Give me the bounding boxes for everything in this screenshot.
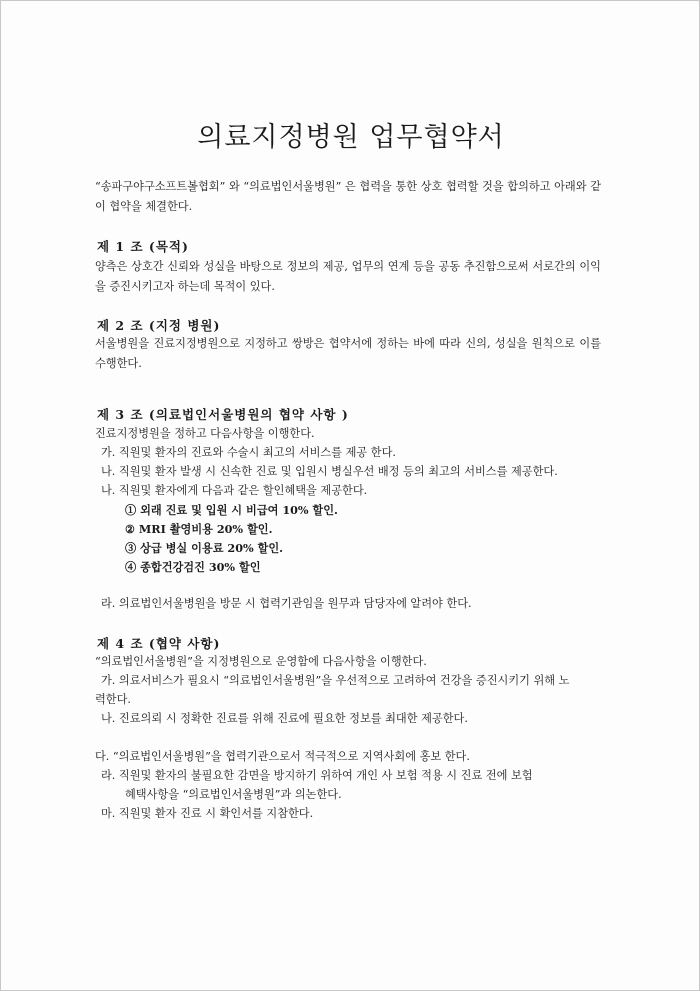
article-3-heading: 제 3 조 (의료법인서울병원의 협약 사항 ) (97, 407, 349, 422)
article-3-item: 나. 직원및 환자에게 다음과 같은 할인혜택을 제공한다. (101, 484, 368, 497)
article-4-lead: “의료법인서울병원”을 지정병원으로 운영함에 다음사항을 이행한다. (95, 655, 427, 668)
article-4-item: 라. 직원및 환자의 불필요한 감면을 방지하기 위하여 개인 사 보험 적용 시 진료 전에 보험 (101, 769, 533, 782)
benefit-item: ② MRI 촬영비용 20% 할인. (125, 522, 273, 536)
article-4-item: 다. “의료법인서울병원”을 협력기관으로서 적극적으로 지역사회에 홍보 한다. (95, 750, 470, 763)
article-3-item: 가. 직원및 환자의 진료와 수술시 최고의 서비스를 제공 한다. (101, 446, 396, 459)
article-3-item: 나. 직원및 환자 발생 시 신속한 진료 및 입원시 병실우선 배정 등의 최고의 서비스를 제공한다. (101, 465, 558, 478)
article-2-body: 서울병원을 진료지정병원으로 지정하고 쌍방은 협약서에 정하는 바에 따라 신의, 성실을 원칙으로 이를 수행한다. (95, 337, 601, 370)
article-2-heading: 제 2 조 (지정 병원) (97, 318, 221, 333)
benefit-item: ③ 상급 병실 이용료 20% 할인. (125, 541, 284, 555)
article-4-item: 가. 의료서비스가 필요시 “의료법인서울병원”을 우선적으로 고려하여 건강을 증진시키기 위해 노 (101, 674, 570, 687)
article-3-closing: 라. 의료법인서울병원을 방문 시 협력기관임을 원무과 담당자에 알려야 한다. (101, 597, 472, 610)
article-1-body: 양측은 상호간 신뢰와 성실을 바탕으로 정보의 제공, 업무의 연계 등을 공동 추진함으로써 서로간의 이익을 증진시키고자 하는데 목적이 있다. (95, 260, 601, 293)
benefit-item: ① 외래 진료 및 입원 시 비급여 10% 할인. (125, 503, 338, 517)
document-title: 의료지정병원 업무협약서 (197, 122, 505, 153)
article-4-item: 마. 직원및 환자 진료 시 확인서를 지참한다. (101, 807, 314, 820)
article-4-item-continuation: 혜택사항을 “의료법인서울병원”과 의논한다. (125, 788, 342, 801)
benefit-item: ④ 종합건강검진 30% 할인 (125, 560, 261, 574)
intro-paragraph: “송파구야구소프트볼협회” 와 “의료법인서울병원” 은 협력을 통한 상호 협력할 것을 합의하고 아래와 같이 협약을 체결한다. (95, 180, 601, 213)
article-1-heading: 제 1 조 (목적) (97, 239, 189, 254)
article-4-item: 나. 진료의뢰 시 정확한 진료를 위해 진료에 필요한 정보를 최대한 제공한다. (101, 712, 468, 725)
article-3-lead: 진료지정병원을 정하고 다음사항을 이행한다. (95, 427, 315, 440)
article-4-item-continuation: 력한다. (95, 693, 131, 706)
article-4-heading: 제 4 조 (협약 사항) (97, 636, 221, 651)
